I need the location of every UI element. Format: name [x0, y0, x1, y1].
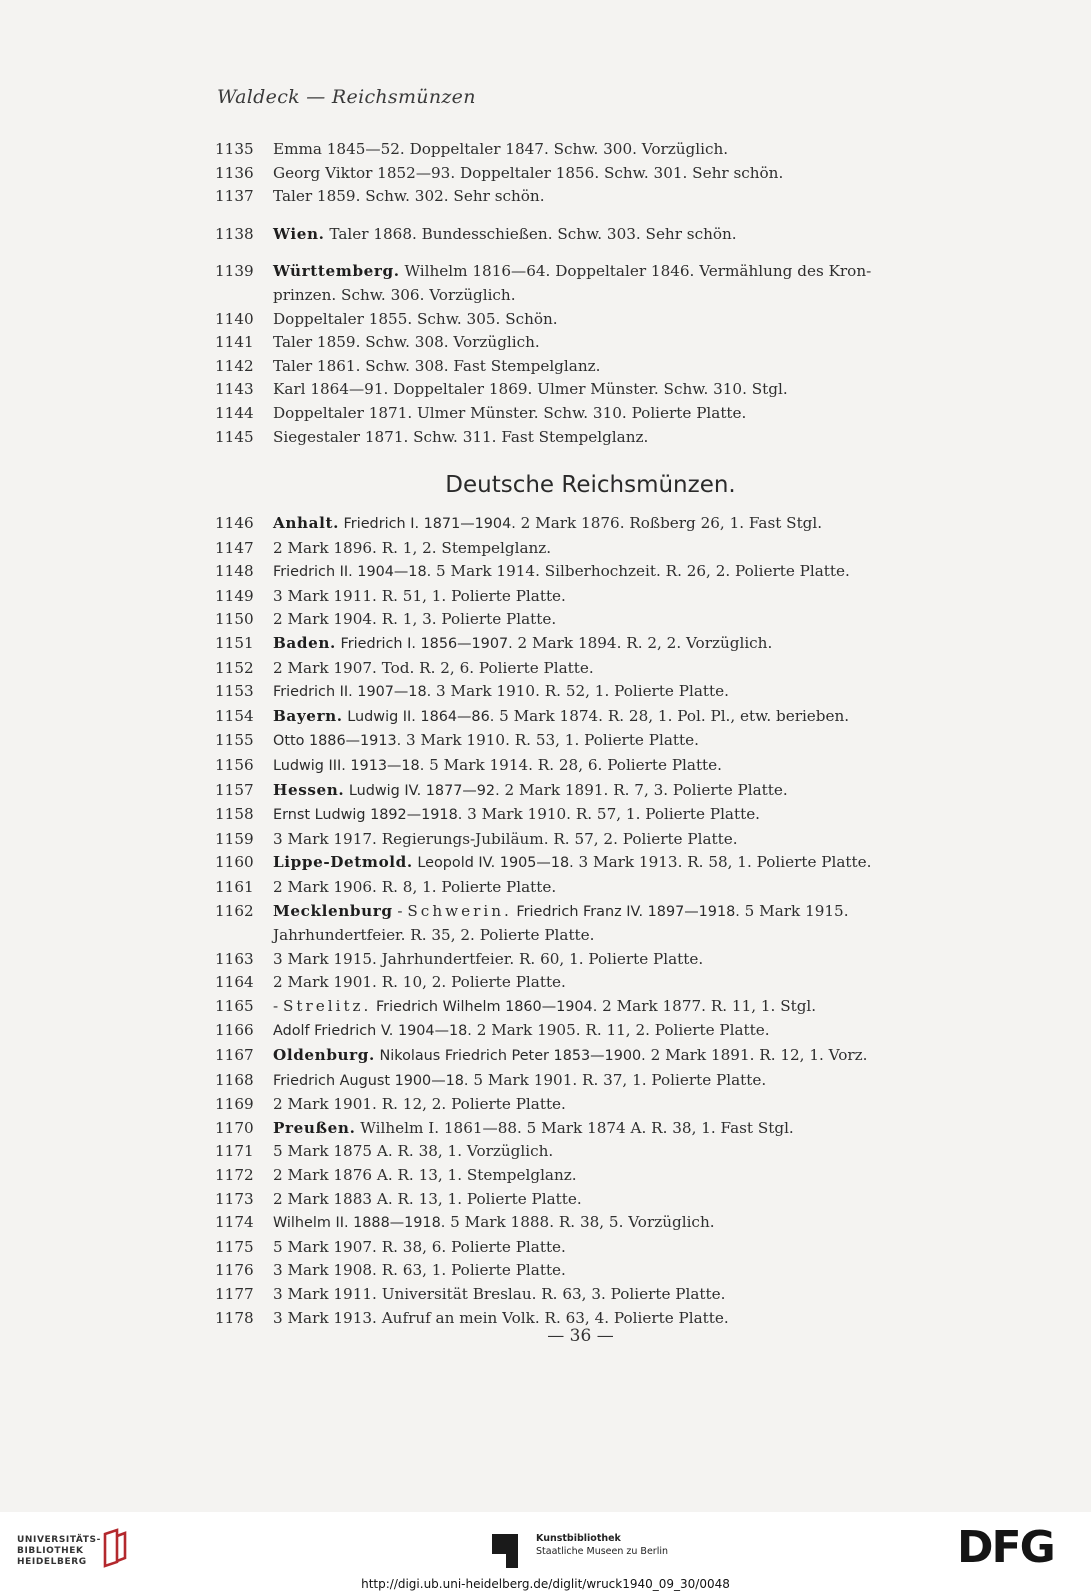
entry-text: Taler 1861. Schw. 308. Fast Stempelglanz.	[273, 356, 601, 375]
ruler-name: Ludwig II. 1864—86.	[342, 708, 495, 725]
catalog-entry	[215, 378, 975, 402]
entry-description	[259, 355, 975, 379]
entry-description	[259, 1164, 975, 1188]
catalog-entry	[215, 608, 975, 632]
entry-description	[259, 537, 975, 561]
entry-text: 5 Mark 1914. Silberhochzeit. R. 26, 2. Polierte Platte.	[431, 562, 850, 581]
entry-description	[259, 378, 975, 402]
entry-description	[259, 779, 975, 804]
entry-text: -	[392, 901, 408, 920]
entry-description	[259, 900, 975, 948]
catalog-entry	[215, 971, 975, 995]
state-name: Preußen.	[273, 1118, 356, 1137]
state-name: Mecklenburg	[273, 901, 393, 920]
lot-number: 1154	[215, 706, 254, 725]
catalog-entry	[215, 223, 975, 247]
entry-description	[259, 948, 975, 972]
entry-description	[259, 851, 975, 876]
entry-description	[259, 1019, 975, 1044]
entry-text: 5 Mark 1907. R. 38, 6. Polierte Platte.	[273, 1237, 566, 1256]
entry-description	[259, 1188, 975, 1212]
ruler-name: Friedrich I. 1871—1904.	[338, 516, 516, 532]
entry-description	[259, 1093, 975, 1117]
catalog-list-reichsmuenzen	[215, 512, 975, 1330]
entry-description	[259, 185, 975, 209]
lot-number: 1151	[215, 633, 254, 652]
catalog-entry	[215, 1117, 975, 1141]
entry-description	[259, 1259, 975, 1283]
entry-description	[259, 1117, 975, 1141]
catalog-entry	[215, 1164, 975, 1188]
entry-text: 3 Mark 1913. Aufruf an mein Volk. R. 63, 4. Polierte Platte.	[273, 1308, 729, 1327]
catalog-list-waldeck	[215, 138, 975, 449]
catalog-entry	[215, 803, 975, 828]
entry-text: 3 Mark 1913. R. 58, 1. Polierte Platte.	[573, 853, 872, 872]
entry-description	[259, 1069, 975, 1094]
entry-description	[259, 971, 975, 995]
lot-number: 1167	[215, 1046, 254, 1065]
catalog-entry	[215, 308, 975, 332]
state-name: Baden.	[273, 633, 336, 652]
ruler-name: Ludwig IV. 1877—92.	[344, 782, 500, 799]
lot-number: 1175	[215, 1237, 254, 1256]
lot-number: 1165	[215, 996, 254, 1015]
entry-description	[259, 308, 975, 332]
catalog-entry	[215, 1211, 975, 1236]
entry-text: 3 Mark 1908. R. 63, 1. Polierte Platte.	[273, 1261, 566, 1280]
entry-text: 3 Mark 1910. R. 53, 1. Polierte Platte.	[401, 731, 699, 750]
entry-description	[259, 560, 975, 585]
lot-number: 1177	[215, 1285, 254, 1303]
entry-description	[259, 803, 975, 828]
entry-description	[259, 1236, 975, 1260]
entry-continuation: Jahrhundertfeier. R. 35, 2. Polierte Platte.	[273, 926, 595, 945]
entry-text: 2 Mark 1901. R. 10, 2. Polierte Platte.	[273, 973, 566, 992]
entry-text: 2 Mark 1877. R. 11, 1. Stgl.	[597, 996, 817, 1015]
entry-description	[259, 608, 975, 632]
lot-number: 1148	[215, 562, 254, 581]
lot-number: 1145	[215, 427, 254, 446]
catalog-entry	[215, 1188, 975, 1212]
entry-text: 2 Mark 1907. Tod. R. 2, 6. Polierte Platte.	[273, 658, 594, 677]
entry-description	[259, 1044, 975, 1069]
lot-number: 1156	[215, 755, 254, 774]
entry-text: 3 Mark 1911. Universität Breslau. R. 63, 3. Polierte Platte.	[273, 1285, 726, 1303]
catalog-entry	[215, 331, 975, 355]
lot-number: 1144	[215, 403, 254, 422]
lot-number: 1178	[215, 1308, 254, 1327]
entry-text: 2 Mark 1891. R. 12, 1. Vorz.	[645, 1046, 868, 1065]
lot-number: 1174	[215, 1213, 254, 1232]
entry-description	[259, 876, 975, 900]
entry-text: Wilhelm 1816—64. Doppeltaler 1846. Vermählung des Kron-	[399, 262, 872, 281]
entry-text: Georg Viktor 1852—93. Doppeltaler 1856. Schw. 301. Sehr schön.	[273, 163, 784, 182]
catalog-entry	[215, 876, 975, 900]
catalog-entry	[215, 632, 975, 657]
spaced-name: Strelitz.	[282, 996, 372, 1015]
ruler-name: Nikolaus Friedrich Peter 1853—1900.	[374, 1048, 646, 1065]
lot-number: 1171	[215, 1142, 254, 1161]
catalog-entry	[215, 185, 975, 209]
lot-number: 1168	[215, 1070, 254, 1089]
ruler-name: Friedrich II. 1907—18.	[273, 684, 432, 701]
state-name: Wien.	[273, 224, 325, 243]
entry-text: 2 Mark 1891. R. 7, 3. Polierte Platte.	[499, 780, 788, 799]
ruler-name: Otto 1886—1913.	[273, 733, 402, 750]
lot-number: 1146	[215, 514, 254, 532]
university-library-label[interactable]: UNIVERSITÄTS- BIBLIOTHEK HEIDELBERG	[17, 1535, 101, 1567]
state-name: Anhalt.	[273, 514, 339, 532]
entry-description	[259, 1283, 975, 1307]
lot-number: 1142	[215, 356, 254, 375]
kunstbibliothek-label[interactable]: Kunstbibliothek Staatliche Museen zu Berlin	[536, 1533, 669, 1557]
ruler-name: Friedrich Franz IV. 1897—1918.	[511, 903, 740, 920]
lot-number: 1163	[215, 949, 254, 968]
catalog-entry	[215, 657, 975, 681]
ruler-name: Friedrich August 1900—18.	[273, 1072, 469, 1089]
entry-text: 3 Mark 1915. Jahrhundertfeier. R. 60, 1. Polierte Platte.	[273, 949, 704, 968]
entry-text: 5 Mark 1901. R. 37, 1. Polierte Platte.	[468, 1070, 767, 1089]
entry-text: -	[273, 996, 283, 1015]
catalog-entry	[215, 260, 975, 307]
entry-description	[259, 705, 975, 730]
catalog-entry	[215, 1283, 975, 1307]
entry-description	[259, 138, 975, 162]
catalog-entry	[215, 948, 975, 972]
catalog-entry	[215, 1044, 975, 1069]
state-name: Oldenburg.	[273, 1046, 375, 1065]
entry-text: 3 Mark 1910. R. 52, 1. Polierte Platte.	[431, 682, 729, 701]
catalog-entry	[215, 162, 975, 186]
entry-text: Taler 1859. Schw. 308. Vorzüglich.	[273, 333, 540, 352]
ruler-name: Leopold IV. 1905—18.	[412, 855, 574, 872]
entry-text: 3 Mark 1917. Regierungs-Jubiläum. R. 57, 2. Polierte Platte.	[273, 829, 738, 848]
ruler-name: Friedrich II. 1904—18.	[273, 564, 432, 581]
entry-text: 2 Mark 1904. R. 1, 3. Polierte Platte.	[273, 610, 557, 629]
lot-number: 1161	[215, 877, 254, 896]
catalog-entry	[215, 1019, 975, 1044]
catalog-entry	[215, 537, 975, 561]
lot-number: 1166	[215, 1021, 254, 1040]
entry-text: 2 Mark 1883 A. R. 13, 1. Polierte Platte.	[273, 1189, 582, 1208]
lot-number: 1159	[215, 829, 254, 848]
spacer	[215, 209, 975, 223]
entry-text: 2 Mark 1906. R. 8, 1. Polierte Platte.	[273, 877, 557, 896]
lot-number: 1149	[215, 586, 254, 605]
state-name: Bayern.	[273, 706, 343, 725]
entry-description	[259, 426, 975, 450]
catalog-entry	[215, 402, 975, 426]
lot-number: 1143	[215, 380, 254, 399]
entry-description	[259, 331, 975, 355]
catalog-entry	[215, 355, 975, 379]
entry-description	[259, 1140, 975, 1164]
state-name: Hessen.	[273, 780, 345, 799]
running-header: Waldeck — Reichsmünzen	[217, 86, 476, 108]
lot-number: 1155	[215, 731, 254, 750]
entry-text: 2 Mark 1905. R. 11, 2. Polierte Platte.	[471, 1021, 770, 1040]
entry-text: Doppeltaler 1871. Ulmer Münster. Schw. 310. Polierte Platte.	[273, 403, 747, 422]
entry-text: Taler 1859. Schw. 302. Sehr schön.	[273, 187, 545, 206]
page-number: — 36 —	[547, 1326, 614, 1346]
entry-text: Karl 1864—91. Doppeltaler 1869. Ulmer Münster. Schw. 310. Stgl.	[273, 380, 788, 399]
catalog-entry	[215, 1236, 975, 1260]
dfg-logo[interactable]: DFG	[957, 1522, 1054, 1573]
lot-number: 1157	[215, 780, 254, 799]
catalog-entry	[215, 900, 975, 948]
catalog-entry	[215, 705, 975, 730]
entry-description	[259, 512, 975, 537]
catalog-entry	[215, 828, 975, 852]
state-name: Lippe-Detmold.	[273, 853, 413, 872]
entry-text: Wilhelm I. 1861—88. 5 Mark 1874 A. R. 38, 1. Fast Stgl.	[355, 1118, 794, 1137]
entry-description	[259, 729, 975, 754]
lot-number: 1172	[215, 1166, 254, 1185]
permalink-url[interactable]: http://digi.ub.uni-heidelberg.de/diglit/wruck1940_09_30/0048	[361, 1577, 730, 1591]
lot-number: 1150	[215, 610, 254, 629]
lot-number: 1152	[215, 658, 254, 677]
ruler-name: Friedrich I. 1856—1907.	[335, 635, 513, 652]
catalog-entry	[215, 512, 975, 537]
catalog-entry	[215, 851, 975, 876]
catalog-entry	[215, 585, 975, 609]
entry-description	[259, 1211, 975, 1236]
entry-text: 2 Mark 1894. R. 2, 2. Vorzüglich.	[512, 633, 773, 652]
entry-description	[259, 632, 975, 657]
lot-number: 1170	[215, 1118, 254, 1137]
catalog-entry	[215, 1140, 975, 1164]
lot-number: 1169	[215, 1095, 254, 1114]
entry-continuation: prinzen. Schw. 306. Vorzüglich.	[273, 285, 516, 304]
entry-text: 5 Mark 1888. R. 38, 5. Vorzüglich.	[445, 1213, 715, 1232]
lot-number: 1136	[215, 163, 254, 182]
entry-description	[259, 995, 975, 1020]
catalog-entry	[215, 560, 975, 585]
lot-number: 1140	[215, 309, 254, 328]
lot-number: 1138	[215, 224, 254, 243]
entry-description	[259, 402, 975, 426]
state-name: Württemberg.	[273, 262, 400, 281]
entry-text: Taler 1868. Bundesschießen. Schw. 303. Sehr schön.	[324, 224, 737, 243]
entry-description	[259, 162, 975, 186]
catalog-entry	[215, 1259, 975, 1283]
catalog-entry	[215, 426, 975, 450]
entry-description	[259, 680, 975, 705]
catalog-entry	[215, 1093, 975, 1117]
entry-text: Siegestaler 1871. Schw. 311. Fast Stempelglanz.	[273, 427, 649, 446]
lot-number: 1162	[215, 901, 254, 920]
spaced-name: Schwerin.	[407, 901, 512, 920]
kunstbibliothek-logo-icon[interactable]	[492, 1534, 518, 1568]
ruler-name: Ludwig III. 1913—18.	[273, 757, 425, 774]
lot-number: 1141	[215, 333, 254, 352]
lot-number: 1176	[215, 1261, 254, 1280]
entry-text: 3 Mark 1911. R. 51, 1. Polierte Platte.	[273, 586, 566, 605]
entry-text: Emma 1845—52. Doppeltaler 1847. Schw. 300. Vorzüglich.	[273, 140, 729, 158]
catalog-entry	[215, 995, 975, 1020]
ruler-name: Ernst Ludwig 1892—1918.	[273, 807, 463, 824]
entry-text: 5 Mark 1874. R. 28, 1. Pol. Pl., etw. berieben.	[494, 706, 850, 725]
entry-description	[259, 754, 975, 779]
lot-number: 1160	[215, 853, 254, 872]
entry-text: 5 Mark 1875 A. R. 38, 1. Vorzüglich.	[273, 1142, 554, 1161]
entry-description	[259, 223, 975, 247]
ruler-name: Friedrich Wilhelm 1860—1904.	[371, 998, 598, 1015]
ruler-name: Wilhelm II. 1888—1918.	[273, 1215, 446, 1232]
spacer	[215, 246, 975, 260]
entry-description	[259, 657, 975, 681]
lot-number: 1139	[215, 262, 254, 281]
lot-number: 1153	[215, 682, 254, 701]
university-library-logo-icon[interactable]	[101, 1528, 129, 1568]
catalog-entry	[215, 138, 975, 162]
entry-text: 2 Mark 1876. Roßberg 26, 1. Fast Stgl.	[515, 514, 823, 532]
entry-description	[259, 585, 975, 609]
catalog-entry	[215, 754, 975, 779]
entry-text: 2 Mark 1901. R. 12, 2. Polierte Platte.	[273, 1095, 566, 1114]
catalog-entry	[215, 729, 975, 754]
lot-number: 1164	[215, 973, 254, 992]
entry-text: 5 Mark 1914. R. 28, 6. Polierte Platte.	[424, 755, 722, 774]
lot-number: 1137	[215, 187, 254, 206]
lot-number: 1147	[215, 538, 254, 557]
lot-number: 1135	[215, 140, 254, 158]
entry-text: 5 Mark 1915.	[739, 901, 849, 920]
entry-description	[259, 828, 975, 852]
entry-text: 2 Mark 1896. R. 1, 2. Stempelglanz.	[273, 538, 552, 557]
lot-number: 1158	[215, 805, 254, 824]
entry-description	[259, 260, 975, 307]
lot-number: 1173	[215, 1189, 254, 1208]
ruler-name: Adolf Friedrich V. 1904—18.	[273, 1023, 472, 1040]
section-title: Deutsche Reichsmünzen.	[445, 472, 736, 498]
entry-text: Doppeltaler 1855. Schw. 305. Schön.	[273, 309, 558, 328]
entry-text: 2 Mark 1876 A. R. 13, 1. Stempelglanz.	[273, 1166, 577, 1185]
entry-text: 3 Mark 1910. R. 57, 1. Polierte Platte.	[462, 805, 761, 824]
catalog-entry	[215, 779, 975, 804]
catalog-entry	[215, 1069, 975, 1094]
catalog-entry	[215, 680, 975, 705]
